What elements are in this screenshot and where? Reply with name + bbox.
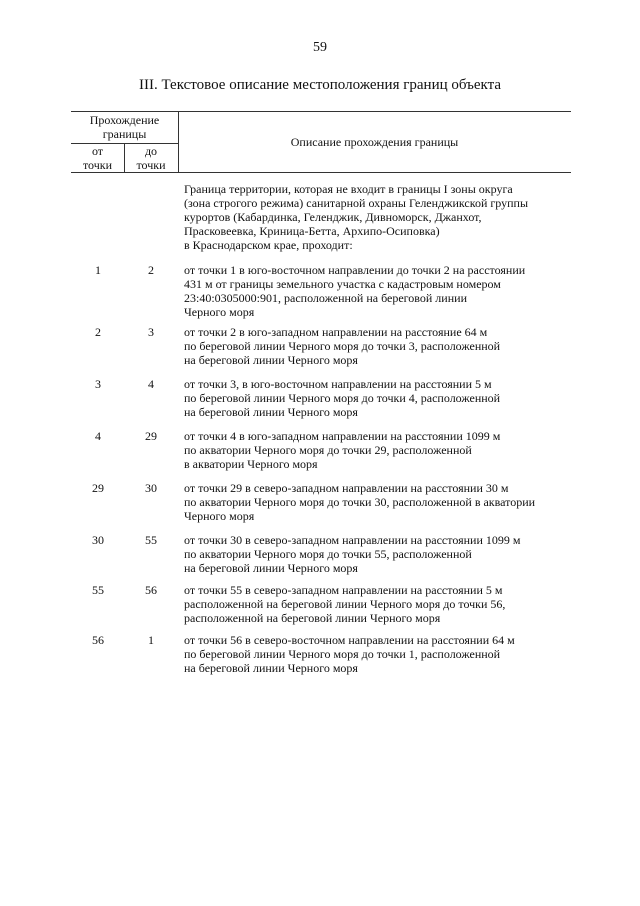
- section-heading: III. Текстовое описание местоположения границ объекта: [138, 77, 502, 93]
- description-line: по береговой линии Черного моря до точки 4, расположенной: [184, 391, 501, 405]
- description-line: от точки 2 в юго-западном направлении на расстояние 64 м: [184, 325, 488, 339]
- header-top-rule: [71, 111, 571, 112]
- description-line: Черного моря: [184, 509, 255, 523]
- intro-line: Граница территории, которая не входит в границы I зоны округа: [184, 182, 513, 196]
- description-line: от точки 1 в юго-восточном направлении до точки 2 на расстоянии: [184, 263, 526, 277]
- header-to-line: до: [144, 144, 158, 158]
- point-to: 3: [148, 325, 154, 339]
- point-to: 56: [145, 583, 157, 597]
- description-line: по акватории Черного моря до точки 30, расположенной в акватории: [184, 495, 536, 509]
- description-line: Черного моря: [184, 305, 255, 319]
- point-to: 55: [145, 533, 157, 547]
- description-line: по акватории Черного моря до точки 55, расположенной: [184, 547, 472, 561]
- row-description: [184, 377, 584, 419]
- header-to: [124, 144, 178, 172]
- description-line: по береговой линии Черного моря до точки 3, расположенной: [184, 339, 501, 353]
- point-to: 2: [148, 263, 154, 277]
- row-description: [184, 325, 584, 367]
- description-line: от точки 56 в северо-восточном направлении на расстоянии 64 м: [184, 633, 515, 647]
- description-line: по акватории Черного моря до точки 29, расположенной: [184, 443, 472, 457]
- description-line: расположенной на береговой линии Черного моря: [184, 611, 441, 625]
- point-from: 56: [92, 633, 104, 647]
- header-from-line: от: [91, 144, 104, 158]
- description-line: от точки 4 в юго-западном направлении на расстоянии 1099 м: [184, 429, 501, 443]
- point-from: 30: [92, 533, 104, 547]
- intro-line: (зона строгого режима) санитарной охраны Геленджикской группы: [184, 196, 529, 210]
- description-line: по береговой линии Черного моря до точки 1, расположенной: [184, 647, 501, 661]
- point-from: 1: [95, 263, 101, 277]
- point-from: 29: [92, 481, 104, 495]
- description-line: от точки 3, в юго-восточном направлении на расстоянии 5 м: [184, 377, 492, 391]
- point-from: 4: [95, 429, 101, 443]
- header-passage: [71, 113, 178, 141]
- row-description: [184, 263, 584, 319]
- description-line: на береговой линии Черного моря: [184, 353, 358, 367]
- intro-line: курортов (Кабардинка, Геленджик, Дивноморск, Джанхот,: [184, 210, 482, 224]
- description-line: от точки 55 в северо-западном направлении на расстоянии 5 м: [184, 583, 503, 597]
- header-bottom-rule: [71, 172, 571, 173]
- description-line: на береговой линии Черного моря: [184, 561, 358, 575]
- description-line: на береговой линии Черного моря: [184, 405, 358, 419]
- point-from: 55: [92, 583, 104, 597]
- point-from: 3: [95, 377, 101, 391]
- header-description: Описание прохождения границы: [290, 135, 459, 149]
- row-description: [184, 429, 584, 471]
- header-passage-line: Прохождение: [89, 113, 160, 127]
- point-from: 2: [95, 325, 101, 339]
- intro-line: Прасковеевка, Криница-Бетта, Архипо-Осиповка): [184, 224, 440, 238]
- description-line: 23:40:0305000:901, расположенной на береговой линии: [184, 291, 467, 305]
- row-description: [184, 583, 584, 625]
- header-to-line: точки: [136, 158, 166, 172]
- intro-line: в Краснодарском крае, проходит:: [184, 238, 353, 252]
- intro-paragraph: [184, 182, 574, 252]
- point-to: 29: [145, 429, 157, 443]
- description-line: на береговой линии Черного моря: [184, 661, 358, 675]
- header-from-line: точки: [82, 158, 113, 172]
- description-line: в акватории Черного моря: [184, 457, 318, 471]
- page-number: 59: [313, 40, 327, 55]
- point-to: 4: [148, 377, 154, 391]
- description-line: расположенной на береговой линии Черного моря до точки 56,: [184, 597, 506, 611]
- header-from: [71, 144, 124, 172]
- point-to: 30: [145, 481, 157, 495]
- description-line: 431 м от границы земельного участка с кадастровым номером: [184, 277, 501, 291]
- header-passage-line: границы: [102, 127, 147, 141]
- description-line: от точки 30 в северо-западном направлении на расстоянии 1099 м: [184, 533, 521, 547]
- row-description: [184, 533, 584, 575]
- row-description: [184, 633, 584, 675]
- description-line: от точки 29 в северо-западном направлении на расстоянии 30 м: [184, 481, 509, 495]
- point-to: 1: [148, 633, 154, 647]
- row-description: [184, 481, 584, 523]
